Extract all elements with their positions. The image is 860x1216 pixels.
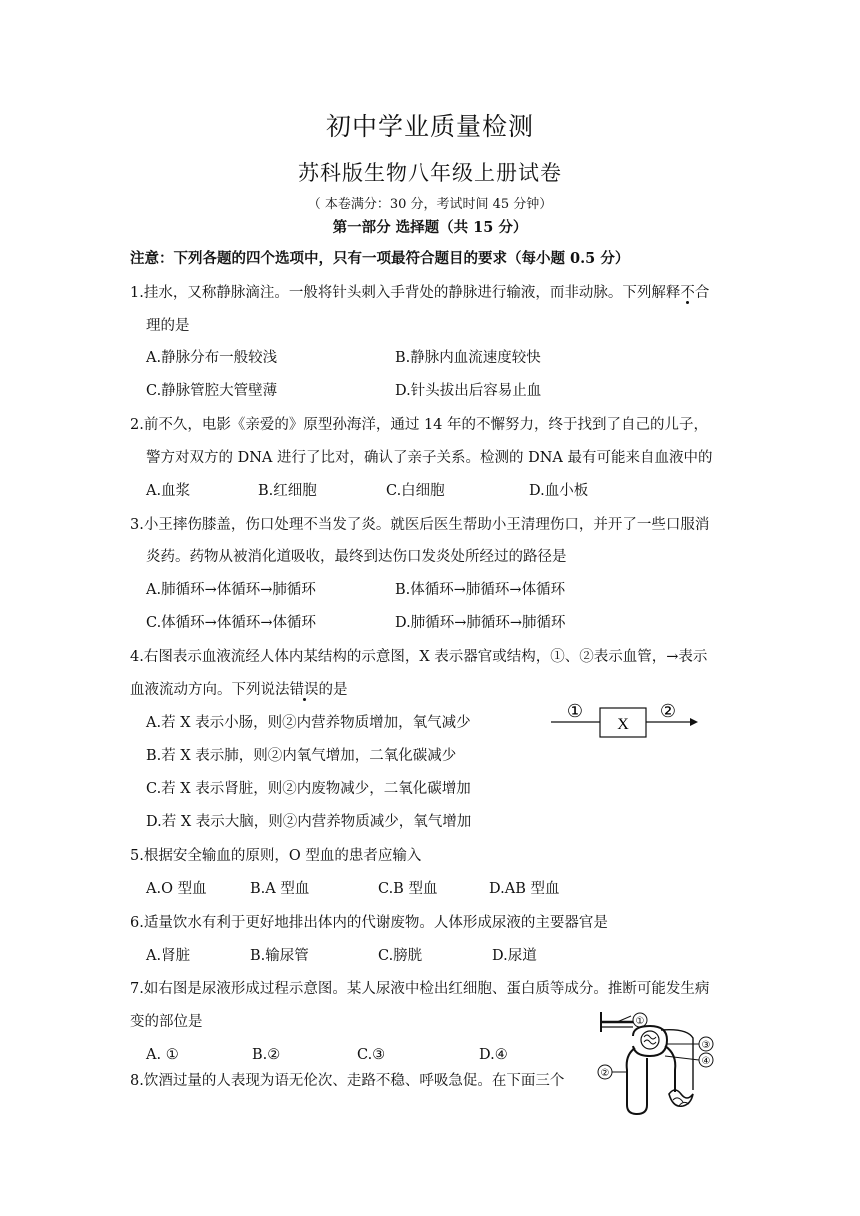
q4-line-1: 4.右图表示血液流经人体内某结构的示意图，X 表示器官或结构，①、②表示血管，→表示 [130, 649, 708, 665]
tubule [627, 1048, 647, 1114]
organ-label: X [617, 716, 629, 733]
q8-line-1: 8.饮酒过量的人表现为语无伦次、走路不稳、呼吸急促。在下面三个 [130, 1073, 565, 1089]
q1-line-1 [130, 283, 709, 303]
q2-option-c: C.白细胞 [386, 483, 445, 499]
q5-option-d: D.AB 型血 [489, 881, 560, 897]
q4-line-2 [130, 680, 348, 700]
q1-line-2: 理的是 [146, 318, 190, 334]
q7-option-b: B.② [252, 1047, 281, 1063]
q5-option-a: A.O 型血 [146, 881, 207, 897]
q2-option-d: D.血小板 [529, 483, 589, 499]
exam-title: 初中学业质量检测 [325, 112, 534, 141]
glomerulus [641, 1031, 659, 1049]
q2-line-1: 2.前不久，电影《亲爱的》原型孙海洋，通过 14 年的不懈努力，终于找到了自己的儿子， [130, 417, 708, 433]
q4-option-d: D.若 X 表示大脑，则②内营养物质减少，氧气增加 [146, 814, 472, 830]
exam-subtitle: 苏科版生物八年级上册试卷 [298, 161, 562, 185]
instruction-note: 注意：下列各题的四个选项中，只有一项最符合题目的要求（每小题 0.5 分） [130, 250, 630, 267]
q3-option-d: D.肺循环→肺循环→肺循环 [395, 615, 566, 631]
q4-option-b: B.若 X 表示肺，则②内氧气增加，二氧化碳减少 [146, 748, 457, 764]
q3-line-1: 3.小王摔伤膝盖，伤口处理不当发了炎。就医后医生帮助小王清理伤口，并开了一些口服消 [130, 517, 710, 533]
nephron-diagram [595, 1010, 725, 1120]
vessel-1-label: ① [566, 701, 584, 722]
q1-option-d: D.针头拔出后容易止血 [395, 383, 542, 399]
q4-option-c: C.若 X 表示肾脏，则②内废物减少，二氧化碳增加 [146, 781, 471, 797]
section-heading: 第一部分 选择题（共 15 分） [332, 219, 528, 236]
q1-tail: 合 [694, 285, 710, 301]
vessel-2-label: ② [659, 701, 677, 722]
q6-option-d: D.尿道 [492, 948, 537, 964]
q4-tail: 的是 [318, 682, 348, 698]
label-4: ④ [701, 1056, 711, 1067]
q2-option-b: B.红细胞 [258, 483, 317, 499]
q1-option-b: B.静脉内血流速度较快 [395, 350, 541, 366]
q4-text: 血液流动方向。下列说法 [130, 682, 290, 698]
q5-option-b: B.A 型血 [250, 881, 310, 897]
q7-option-c: C.③ [357, 1047, 386, 1063]
q7-option-d: D.④ [479, 1047, 508, 1063]
collecting-vessel [661, 1030, 693, 1090]
efferent-vessel [665, 1046, 675, 1092]
q6-option-a: A.肾脏 [146, 948, 191, 964]
q3-option-b: B.体循环→肺循环→体循环 [395, 582, 566, 598]
q2-line-2: 警方对双方的 DNA 进行了比对，确认了亲子关系。检测的 DNA 最有可能来自血液中的 [146, 450, 713, 466]
q7-option-a: A. ① [146, 1047, 179, 1063]
q1-text: 1.挂水，又称静脉滴注。一般将针头刺入手背处的静脉进行输液，而非动脉。下列解释 [130, 285, 681, 301]
exam-info: （ 本卷满分：30 分，考试时间 45 分钟） [307, 197, 553, 212]
q6-option-b: B.输尿管 [250, 948, 309, 964]
q2-option-a: A.血浆 [146, 483, 191, 499]
blood-flow-diagram [548, 700, 708, 750]
q3-option-a: A.肺循环→体循环→肺循环 [146, 582, 316, 598]
q1-option-a: A.静脉分布一般较浅 [146, 350, 278, 366]
label-4-leader [665, 1056, 699, 1060]
q1-option-c: C.静脉管腔大管壁薄 [146, 383, 278, 399]
q6-option-c: C.膀胱 [378, 948, 423, 964]
q4-emphasis: 错误 [289, 682, 319, 698]
q7-line-2: 变的部位是 [130, 1014, 203, 1030]
label-2: ② [600, 1068, 610, 1079]
label-1: ① [635, 1016, 645, 1027]
q3-option-c: C.体循环→体循环→体循环 [146, 615, 316, 631]
q5-option-c: C.B 型血 [378, 881, 438, 897]
outflow-arrowhead [690, 718, 698, 726]
q5-line-1: 5.根据安全输血的原则，O 型血的患者应输入 [130, 848, 422, 864]
label-3: ③ [701, 1040, 711, 1051]
q1-emphasis: 不 [680, 285, 695, 301]
glomerulus-loops [644, 1035, 656, 1044]
q3-line-2: 炎药。药物从被消化道吸收，最终到达伤口发炎处所经过的路径是 [146, 549, 567, 565]
q6-line-1: 6.适量饮水有利于更好地排出体内的代谢废物。人体形成尿液的主要器官是 [130, 915, 608, 931]
q4-option-a: A.若 X 表示小肠，则②内营养物质增加，氧气减少 [146, 715, 471, 731]
q7-line-1: 7.如右图是尿液形成过程示意图。某人尿液中检出红细胞、蛋白质等成分。推断可能发生病 [130, 981, 710, 997]
